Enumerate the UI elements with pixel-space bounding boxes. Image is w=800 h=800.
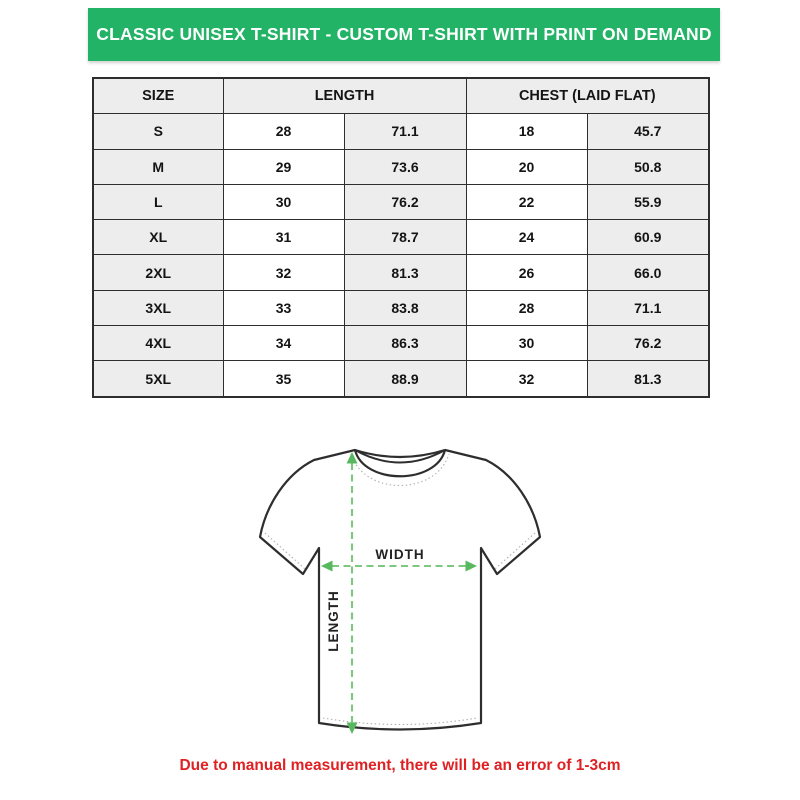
- chest-in-cell: 32: [466, 361, 587, 397]
- length-cm-cell: 71.1: [344, 114, 466, 149]
- measurement-error-text: Due to manual measurement, there will be an error of 1-3cm: [179, 757, 621, 774]
- col-header-chest: CHEST (LAID FLAT): [466, 78, 709, 114]
- col-header-length: LENGTH: [223, 78, 466, 114]
- page-title: CLASSIC UNISEX T-SHIRT - CUSTOM T-SHIRT WITH PRINT ON DEMAND: [96, 24, 712, 44]
- chest-cm-cell: 81.3: [587, 361, 709, 397]
- table-row: [93, 361, 709, 397]
- length-in-cell: 32: [223, 255, 344, 290]
- length-in-cell: 30: [223, 184, 344, 219]
- length-cm-cell: 78.7: [344, 220, 466, 255]
- chest-in-cell: 30: [466, 326, 587, 361]
- size-cell: S: [93, 114, 223, 149]
- chest-in-cell: 24: [466, 220, 587, 255]
- table-row: [93, 255, 709, 290]
- size-cell: 5XL: [93, 361, 223, 397]
- table-row: [93, 114, 709, 149]
- length-in-cell: 33: [223, 290, 344, 325]
- chest-cm-cell: 66.0: [587, 255, 709, 290]
- length-in-cell: 29: [223, 149, 344, 184]
- title-banner: [88, 8, 720, 61]
- length-in-cell: 34: [223, 326, 344, 361]
- chest-cm-cell: 76.2: [587, 326, 709, 361]
- length-label: LENGTH: [326, 590, 341, 652]
- tshirt-outline: [260, 450, 540, 730]
- size-cell: L: [93, 184, 223, 219]
- size-chart-table: [92, 77, 710, 398]
- length-in-cell: 35: [223, 361, 344, 397]
- chest-in-cell: 28: [466, 290, 587, 325]
- length-in-cell: 31: [223, 220, 344, 255]
- table-row: [93, 220, 709, 255]
- measurement-error-note: [0, 757, 800, 775]
- chest-in-cell: 18: [466, 114, 587, 149]
- size-cell: 2XL: [93, 255, 223, 290]
- chest-in-cell: 20: [466, 149, 587, 184]
- chest-cm-cell: 71.1: [587, 290, 709, 325]
- size-cell: XL: [93, 220, 223, 255]
- table-row: [93, 149, 709, 184]
- col-header-size: SIZE: [93, 78, 223, 114]
- chest-cm-cell: 45.7: [587, 114, 709, 149]
- chest-in-cell: 22: [466, 184, 587, 219]
- table-row: [93, 326, 709, 361]
- chest-in-cell: 26: [466, 255, 587, 290]
- chest-cm-cell: 55.9: [587, 184, 709, 219]
- tshirt-measurement-diagram: [252, 441, 548, 743]
- chest-cm-cell: 50.8: [587, 149, 709, 184]
- length-cm-cell: 81.3: [344, 255, 466, 290]
- length-cm-cell: 83.8: [344, 290, 466, 325]
- length-cm-cell: 86.3: [344, 326, 466, 361]
- size-cell: 3XL: [93, 290, 223, 325]
- length-in-cell: 28: [223, 114, 344, 149]
- size-cell: M: [93, 149, 223, 184]
- length-cm-cell: 88.9: [344, 361, 466, 397]
- chest-cm-cell: 60.9: [587, 220, 709, 255]
- width-label: WIDTH: [375, 547, 425, 562]
- length-cm-cell: 73.6: [344, 149, 466, 184]
- length-cm-cell: 76.2: [344, 184, 466, 219]
- table-header-row: [93, 78, 709, 114]
- size-cell: 4XL: [93, 326, 223, 361]
- table-row: [93, 290, 709, 325]
- table-row: [93, 184, 709, 219]
